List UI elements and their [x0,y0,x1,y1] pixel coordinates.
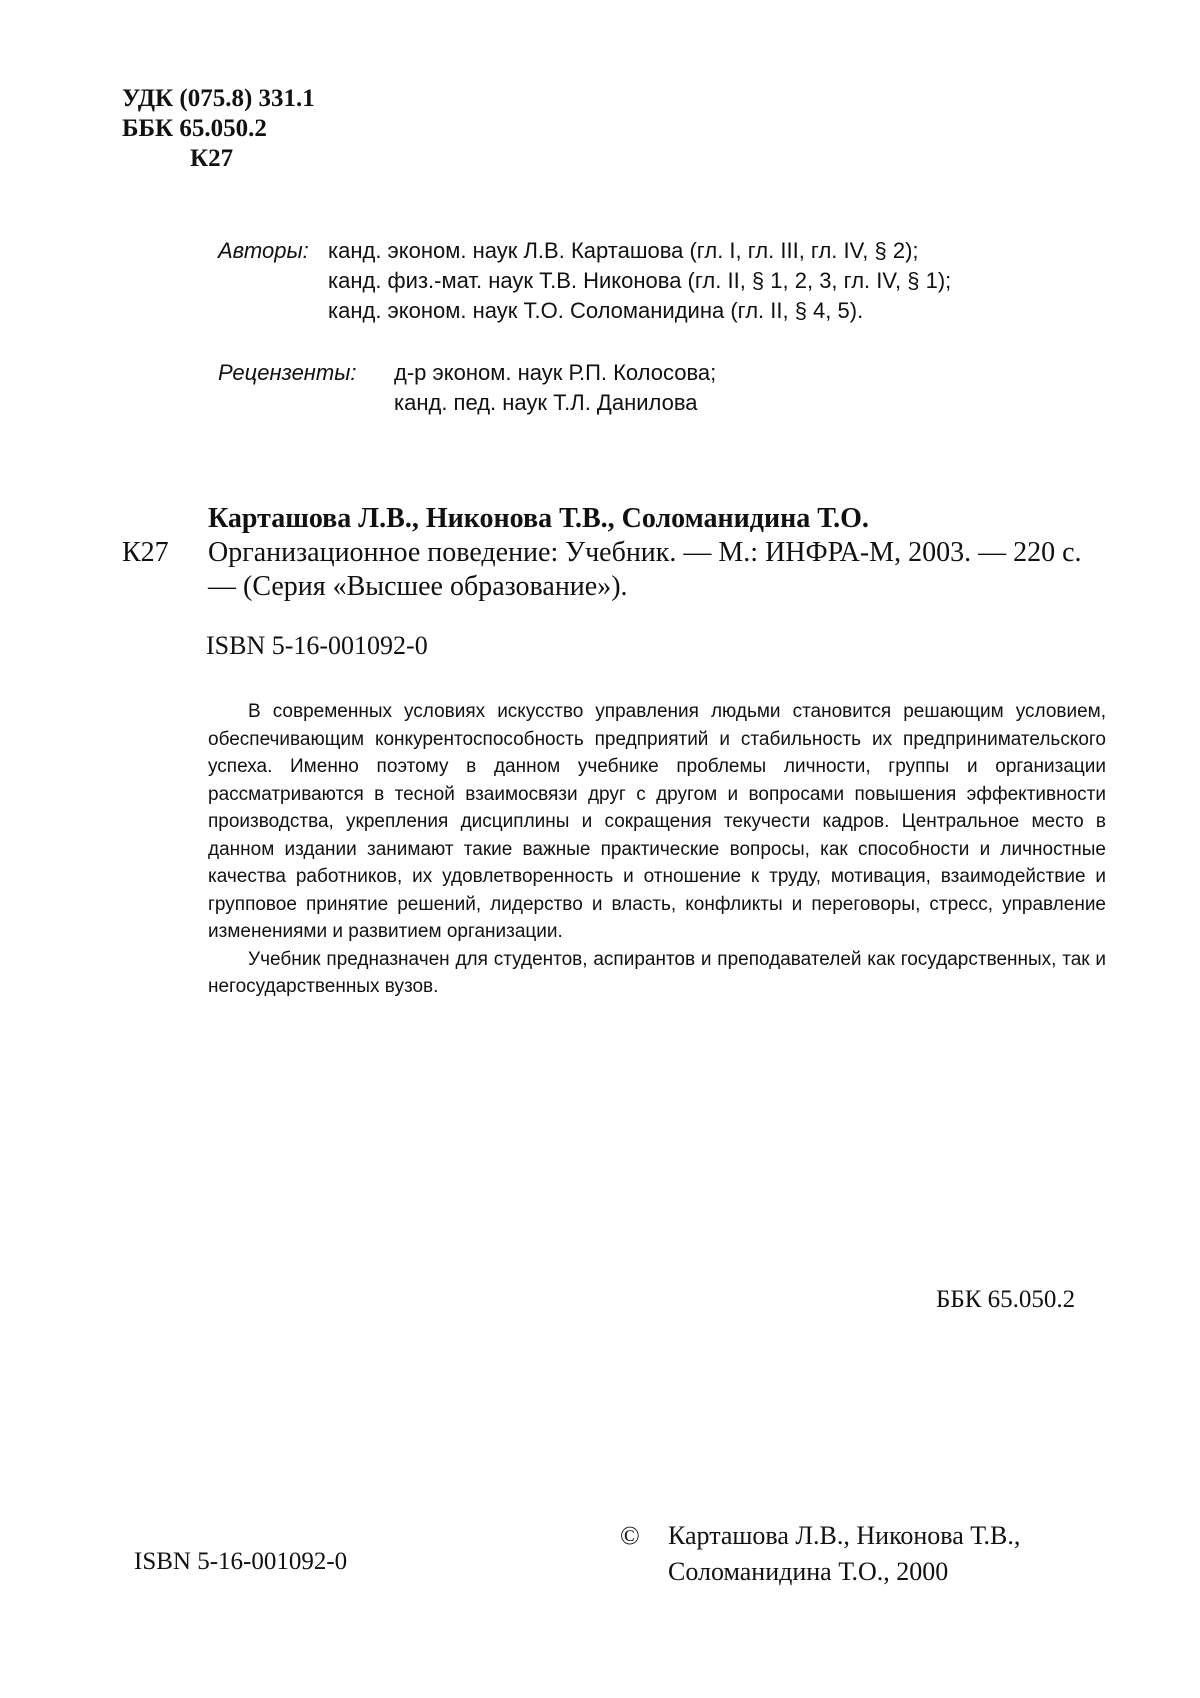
isbn-record: ISBN 5-16-001092-0 [206,631,428,660]
author-line: канд. эконом. наук Т.О. Соломанидина (гл. II, § 4, 5). [328,298,864,323]
authors-label: Авторы: [218,238,309,263]
classification-block [122,84,315,174]
copyright-line: Карташова Л.В., Никонова Т.В., [668,1521,1021,1550]
copyright-block [620,1518,1020,1590]
bbk-footer: ББК 65.050.2 [936,1286,1076,1313]
udk-code: УДК (075.8) 331.1 [122,85,315,112]
bibliographic-code: К27 [122,537,169,568]
bibliographic-authors: Карташова Л.В., Никонова Т.В., Соломанидина Т.О. [208,503,869,534]
copyright-line: Соломанидина Т.О., 2000 [668,1557,949,1586]
isbn-footer: ISBN 5-16-001092-0 [134,1548,348,1575]
author-line: канд. эконом. наук Л.В. Карташова (гл. I, гл. III, гл. IV, § 2); [328,238,919,263]
reviewer-line: канд. пед. наук Т.Л. Данилова [394,390,698,415]
reviewers-block [218,358,716,418]
annotation [208,698,1106,1001]
reviewer-line: д-р эконом. наук Р.П. Колосова; [394,360,717,385]
author-line: канд. физ.-мат. наук Т.В. Никонова (гл. II, § 1, 2, 3, гл. IV, § 1); [328,268,952,293]
bibliographic-record [122,502,1112,604]
bibliographic-description: Организационное поведение: Учебник. — М.: ИНФРА-М, 2003. — 220 с. — (Серия «Высшее образование»). [208,537,1082,602]
bbk-code: ББК 65.050.2 [122,115,267,142]
annotation-paragraph: Учебник предназначен для студентов, аспирантов и преподавателей как государственных, так и негосударственных вузов. [208,948,1106,997]
reviewers-label: Рецензенты: [218,360,357,385]
annotation-paragraph: В современных условиях искусство управления людьми становится решающим условием, обеспечивающим конкурентоспособность предприятий и стабильность их предпринимательского успеха. Именно поэтому в данном учебнике проблемы личности, группы и организации рассматриваются в тесной взаимосвязи друг с другом и вопросами повышения эффективности производства, укрепления дисциплины и сокращения текучести кадров. Центральное место в данном издании занимают такие важные практические вопросы, как способности и личностные качества работников, их удовлетворенность и отношение к труду, мотивация, взаимодействие и групповое принятие решений, лидерство и власть, конфликты и переговоры, стресс, управление изменениями и развитием организации. [208,701,1106,942]
copyright-symbol: © [620,1521,640,1550]
author-mark: К27 [190,145,234,172]
authors-block [218,236,951,326]
